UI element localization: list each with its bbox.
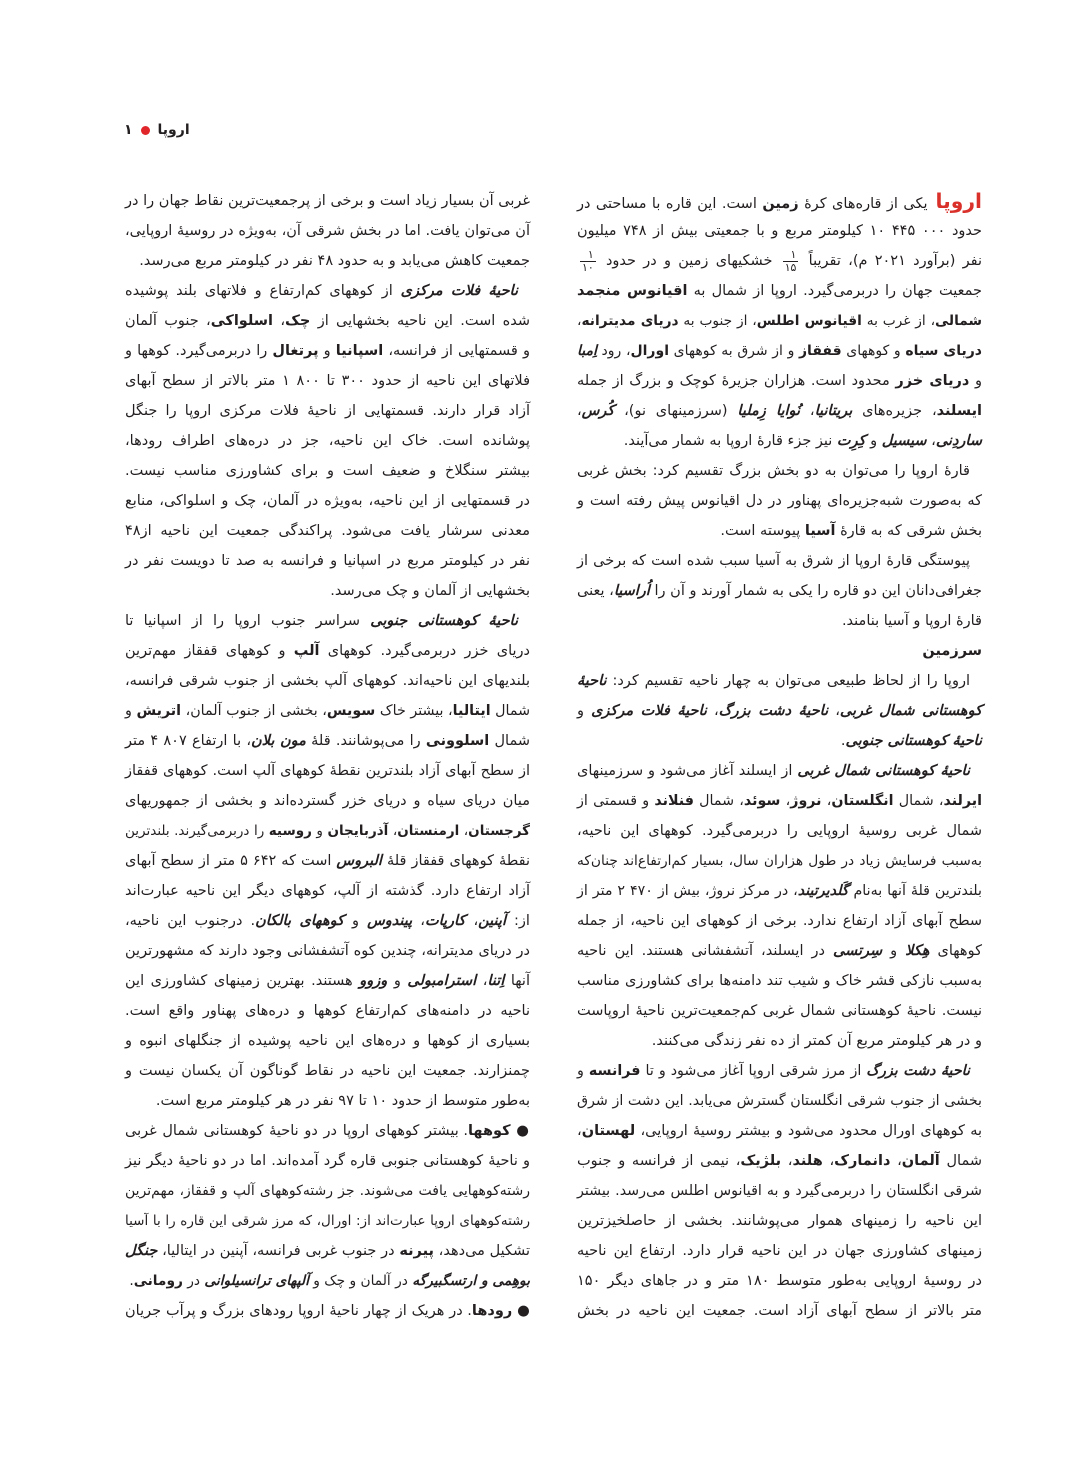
text-run: غربی آن بسیار زیاد است و برخی از پرجمعیت‌ترین نقاط جهان را در	[125, 193, 530, 209]
text-run: ،	[926, 433, 936, 449]
italic-term: بوهِمی و ارتسگبیرگه	[412, 1273, 530, 1289]
text-line	[577, 1176, 982, 1206]
text-run: جمعیت جهان را دربرمی‌گیرد. اروپا از شمال به	[687, 283, 983, 299]
text-run: ،	[822, 1153, 835, 1169]
text-run: زمینهای کشاورزی جهان در این ناحیه قرار دارد. ارتفاع این ناحیه	[577, 1243, 982, 1259]
text-run: معدنی سرشار یافت می‌شود. پراکندگی جمعیت این ناحیه از۴۸	[125, 523, 530, 539]
text-run: رشته‌کوههایی یافت می‌شوند. جز رشته‌کوههای آلپ و قفقاز، مهم‌ترین	[125, 1183, 530, 1199]
bold-term: ایرلند	[943, 793, 982, 809]
bold-term: چک	[285, 313, 311, 329]
text-run: ، از غرب به	[861, 313, 936, 329]
text-run: ، جزیره‌های	[852, 403, 937, 419]
text-run: و	[882, 943, 906, 959]
text-run: ،	[821, 793, 832, 809]
text-run: بیشتر سنگلاخ و ضعیف است و برای کشاورزی مناسب نیست.	[125, 463, 530, 479]
text-run: و قسمتی از	[577, 793, 655, 809]
text-run: ،	[890, 1153, 902, 1169]
text-line	[577, 696, 982, 726]
bold-term: زمین	[762, 196, 799, 212]
bold-term: اقیانوس منجمد	[577, 283, 688, 299]
italic-term: ناحیهٔ	[577, 673, 607, 689]
bold-term: آذربایجان	[327, 823, 389, 839]
bold-term: فنلاند	[654, 793, 694, 809]
text-line	[577, 816, 982, 846]
text-run: نیست. ناحیهٔ کوهستانی شمال غربی کم‌جمعیت‌ترین ناحیهٔ اروپاست	[577, 1003, 982, 1019]
text-run: شده است. این ناحیه بخشهایی از	[310, 313, 530, 329]
text-line	[577, 456, 982, 486]
text-line	[125, 186, 530, 216]
text-run: به‌طور متوسط از حدود ۱۰ تا ۹۷ نفر در هر کیلومتر مربع است.	[155, 1093, 530, 1109]
text-run: بخشهایی از آلمان و چک می‌رسد.	[330, 583, 530, 599]
text-run: از کوههای کم‌ارتفاع و فلاتهای بلند پوشیده	[125, 283, 401, 299]
bold-term: آسیا	[804, 523, 836, 539]
text-line	[577, 306, 982, 336]
italic-term: هِکلا	[905, 943, 930, 959]
italic-term: کوهستانی شمال غربی	[839, 703, 982, 719]
text-line	[577, 726, 982, 756]
text-run: آزاد قرار دارند. قسمتهایی از ناحیهٔ فلات مرکزی اروپا را جنگل	[125, 403, 530, 419]
italic-term: کِرِت	[836, 433, 866, 449]
text-line	[577, 1056, 982, 1086]
bold-term: روسیه	[268, 823, 312, 839]
bold-term: نروژ	[790, 793, 822, 809]
text-run: ،	[577, 1123, 582, 1139]
bold-term: گرجستان	[468, 823, 530, 839]
text-run: جغرافی‌دانان این دو قاره را یکی به شمار آورند و آن را	[649, 583, 982, 599]
text-line	[125, 1206, 530, 1236]
italic-term: آپنین	[478, 913, 506, 929]
text-run: بلندترین قلهٔ آنها به‌نام	[848, 883, 982, 899]
text-run: ، شمال	[893, 793, 944, 809]
text-run: و	[969, 373, 982, 389]
text-run: ، از جنوب به	[678, 313, 757, 329]
bold-term: سویس	[326, 703, 376, 719]
text-run: پوشانده است. خاک این ناحیه، جز در دره‌های اطراف رودها،	[125, 433, 530, 449]
text-run: در جنوب غربی فرانسه، آپنین در ایتالیا،	[157, 1243, 400, 1259]
text-run: و	[318, 343, 336, 359]
text-run: سراسر جنوب اروپا را از اسپانیا تا	[125, 613, 371, 629]
text-run: نفر (برآورد ۲۰۲۱ م)، تقریباً	[801, 253, 982, 269]
entry-heading: اروپا	[935, 189, 982, 213]
text-run: و	[387, 973, 408, 989]
text-line	[125, 966, 530, 996]
text-run: و	[125, 703, 137, 719]
bold-term: لهستان	[581, 1123, 636, 1139]
text-run: ،	[412, 913, 425, 929]
text-line	[577, 1116, 982, 1146]
text-line	[577, 486, 982, 516]
bold-term: دانمارک	[834, 1153, 891, 1169]
text-run: قارهٔ اروپا را می‌توان به دو بخش بزرگ تقسیم کرد: بخش غربی	[577, 463, 970, 479]
text-run: . در هریک از چهار ناحیهٔ اروپا رودهای بزرگ و پرآب جریان	[125, 1303, 472, 1319]
text-run: و کوههای	[841, 343, 906, 359]
text-run: را دربرمی‌گیرد. کوهها و	[125, 343, 273, 359]
italic-term: اِمبا	[577, 343, 597, 359]
text-line	[125, 1146, 530, 1176]
bold-term: فرانسه	[588, 1063, 641, 1079]
text-run: ، رود	[596, 343, 631, 359]
italic-term: اُراسیا	[613, 583, 650, 599]
text-run: پیوسته است.	[720, 523, 805, 539]
text-run: ،	[780, 793, 791, 809]
text-run: میان دریای سیاه و دریای خزر گسترده‌اند و بخشی از جمهوریهای	[125, 793, 530, 809]
bold-term: دریای مدیترانه	[581, 313, 679, 329]
text-line	[125, 1026, 530, 1056]
italic-term: پیندوس	[367, 913, 413, 929]
text-run: در آلمان و چک و	[308, 1273, 413, 1289]
fraction-numerator: ۱	[580, 249, 596, 262]
text-line	[125, 516, 530, 546]
text-run: ، با ارتفاع ⁦۴ ۸۰۷⁩ متر	[125, 733, 252, 749]
text-run: شمال	[489, 733, 530, 749]
text-run: و	[344, 913, 368, 929]
text-run: که به‌صورت شبه‌جزیره‌ای پهناور در دل اقیانوس پیش رفته است و	[577, 493, 982, 509]
bullet-icon	[141, 126, 150, 135]
text-line	[577, 906, 982, 936]
italic-term: استرامبولی	[407, 973, 477, 989]
bold-term: رودها	[471, 1303, 513, 1319]
text-run: است که ⁦۵ ۶۴۲⁩ متر از سطح آبهای	[125, 853, 337, 869]
bold-term: انگلستان	[831, 793, 894, 809]
text-run: پیوستگی قارهٔ اروپا از شرق به آسیا سبب شده است که برخی از	[577, 553, 970, 569]
text-line	[125, 666, 530, 696]
bold-term: آلمان	[901, 1153, 940, 1169]
text-line	[125, 456, 530, 486]
section-heading	[577, 636, 982, 666]
italic-term: کوههای بالکان	[255, 913, 344, 929]
bold-term: دریای خزر	[895, 373, 970, 389]
text-run: نقطهٔ کوههای قفقاز قلهٔ	[381, 853, 531, 869]
text-line	[577, 276, 982, 306]
text-run: ،	[706, 703, 719, 719]
text-line	[125, 876, 530, 906]
text-line	[125, 276, 530, 306]
text-line	[125, 306, 530, 336]
text-run: سطح آبهای آزاد ارتفاع ندارد. برخی از کوههای این ناحیه، از جمله	[577, 913, 982, 929]
text-run: کوههای	[929, 943, 982, 959]
italic-term: سیسیل	[881, 433, 927, 449]
italic-term: ناحیهٔ کوهستانی جنوبی	[845, 733, 982, 749]
bold-term: اسلواکی	[210, 313, 274, 329]
text-line	[577, 786, 982, 816]
text-run: ناحیه در دامنه‌های کم‌ارتفاع کوهها و دره‌های پهناور واقع است.	[125, 1003, 530, 1019]
text-run: و	[865, 433, 882, 449]
text-run: و	[577, 703, 592, 719]
text-run: ، بیشتر خاک	[375, 703, 453, 719]
text-line	[577, 1266, 982, 1296]
text-run: ،	[465, 913, 479, 929]
italic-term: نُوایا زِملیا	[737, 403, 801, 419]
text-run: تشکیل می‌دهد،	[433, 1243, 530, 1259]
text-run: شمال غربی روسیهٔ اروپایی را دربرمی‌گیرد. کوههای این ناحیه،	[577, 823, 982, 839]
text-line	[577, 846, 982, 876]
text-line	[125, 726, 530, 756]
text-run: جمعیت کاهش می‌یابد و به حدود ۴۸ نفر در کیلومتر مربع می‌رسد.	[139, 253, 530, 269]
text-run: را می‌پوشانند. قلهٔ	[305, 733, 426, 749]
text-line	[125, 336, 530, 366]
text-line	[125, 1116, 530, 1146]
text-run: است. این قاره با مساحتی در	[577, 196, 763, 212]
text-line	[125, 996, 530, 1026]
text-run: ،	[781, 1153, 793, 1169]
text-run: رشته‌کوههای اروپا عبارت‌اند از: اورال، که مرز شرقی این قاره را با آسیا	[125, 1213, 530, 1229]
text-run: نیز جزء قارهٔ اروپا به شمار می‌آیند.	[623, 433, 837, 449]
text-line	[125, 786, 530, 816]
bold-term: قفقاز	[799, 343, 842, 359]
text-run: .	[840, 733, 846, 749]
text-line	[125, 1056, 530, 1086]
text-line	[125, 546, 530, 576]
text-line	[125, 576, 530, 606]
bold-term: اسلوونی	[425, 733, 490, 749]
text-line	[577, 336, 982, 366]
text-line	[125, 846, 530, 876]
bold-term: دریای سیاه	[905, 343, 982, 359]
text-run: ، یعنی	[577, 583, 614, 599]
italic-term: ناحیهٔ دشت بزرگ	[866, 1063, 970, 1079]
text-run: ،	[800, 403, 815, 419]
text-line	[577, 1086, 982, 1116]
bold-term: اتریش	[136, 703, 182, 719]
text-line	[125, 906, 530, 936]
bold-term: هلند	[792, 1153, 823, 1169]
bold-term: کوهها	[467, 1123, 511, 1139]
text-run: ،	[577, 403, 582, 419]
text-run: ●	[510, 1123, 530, 1139]
text-run: و	[311, 823, 328, 839]
text-run: شمال	[939, 1153, 982, 1169]
text-run: ،	[828, 703, 840, 719]
bold-term: ایسلند	[936, 403, 983, 419]
text-run: این ناحیه را زمینهای هموار می‌پوشانند. بخشی از حاصلخیزترین	[577, 1213, 982, 1229]
text-line	[125, 1236, 530, 1266]
text-line	[125, 606, 530, 636]
text-line	[125, 816, 530, 846]
text-line	[577, 186, 982, 216]
bold-term: اورال	[630, 343, 669, 359]
bold-term: پرتغال	[272, 343, 319, 359]
text-line	[577, 1206, 982, 1236]
bold-term: بلژیک	[740, 1153, 782, 1169]
text-line	[125, 426, 530, 456]
text-run: ، نیمی از فرانسه و جنوب	[577, 1153, 741, 1169]
bold-term: پیرنه	[399, 1243, 434, 1259]
text-run: شرقی انگلستان را دربرمی‌گیرد و به اقیانوس اطلس می‌رسد. بیشتر	[577, 1183, 982, 1199]
text-run: چمنزارند. جمعیت این ناحیه در نقاط گوناگون آن یکسان نیست و	[125, 1063, 530, 1079]
text-run: بخش شرقی که به قارهٔ	[835, 523, 982, 539]
text-line	[577, 1296, 982, 1326]
text-run: در دریای مدیترانه، چندین کوه آتشفشانی وجود دارند که مشهورترین	[125, 943, 530, 959]
left-column	[125, 186, 530, 1326]
text-line	[577, 516, 982, 546]
text-line	[577, 576, 982, 606]
text-run: قارهٔ اروپا و آسیا بنامند.	[841, 613, 982, 629]
text-run: از:	[505, 913, 530, 929]
text-run: بلندیهای این ناحیه‌اند. کوههای آلپ بخشی از جنوب شرقی فرانسه،	[125, 673, 530, 689]
italic-term: بریتانیا	[814, 403, 853, 419]
text-run: . درجنوب این ناحیه،	[125, 913, 256, 929]
text-run: و	[577, 1063, 589, 1079]
italic-term: وزوو	[359, 973, 388, 989]
text-run: آن می‌توان یافت. اما در بخش شرقی آن، به‌ویژه در روسیهٔ اروپایی،	[125, 223, 530, 239]
fraction-numerator: ۱	[783, 249, 799, 262]
text-run: حدود ⁦۱۰ ۴۴۵ ۰۰۰⁩ کیلومتر مربع و با جمعیتی بیش از ۷۴۸ میلیون	[577, 223, 982, 239]
page-number: ۱	[124, 122, 133, 138]
text-run: از سطح آبهای آزاد بلندترین نقطهٔ کوههای آلپ است. کوههای قفقاز	[125, 763, 530, 779]
text-line	[577, 366, 982, 396]
text-line	[125, 1176, 530, 1206]
text-run: (سرزمینهای نو)،	[614, 403, 738, 419]
bold-term: ایتالیا	[452, 703, 491, 719]
text-line	[125, 366, 530, 396]
text-run: به‌سبب نازکی قشر خاک و شیب تند دامنه‌ها برای کشاورزی مناسب	[577, 973, 982, 989]
text-run: ، بخشی از جنوب آلمان،	[181, 703, 327, 719]
text-line	[125, 246, 530, 276]
italic-term: ناحیهٔ فلات مرکزی	[400, 283, 518, 299]
text-line	[577, 996, 982, 1026]
bold-term: شمالی	[935, 313, 982, 329]
text-run: ●	[512, 1303, 530, 1319]
text-run: ،	[476, 973, 488, 989]
fraction-denominator: ۱۰	[582, 260, 594, 274]
text-line	[125, 486, 530, 516]
italic-term: ناحیهٔ دشت بزرگ	[718, 703, 829, 719]
text-run: در قسمتهایی از این ناحیه، به‌ویژه در آلمان، چک و اسلواکی، منابع	[125, 493, 530, 509]
text-line	[125, 636, 530, 666]
text-line	[125, 1266, 530, 1296]
text-run: هستند. بهترین زمینهای کشاورزی این	[125, 973, 360, 989]
text-run: ، جنوب آلمان	[125, 313, 211, 329]
text-run: محدود است. هزاران جزیرهٔ کوچک و بزرگ از جمله	[577, 373, 896, 389]
text-run: ،	[388, 823, 398, 839]
text-run: یکی از قاره‌های کرهٔ	[798, 196, 928, 212]
bold-term: اسپانیا	[335, 343, 384, 359]
text-line	[577, 396, 982, 426]
text-run: ، شمال	[693, 793, 744, 809]
bold-term: رومانی	[133, 1273, 183, 1289]
text-run: نفر در کیلومتر مربع در اسپانیا و فرانسه به صد تا دویست نفر در	[125, 553, 530, 569]
text-line	[577, 546, 982, 576]
text-run: متر بالاتر از سطح آبهای آزاد است. جمعیت این ناحیه در بخش	[577, 1303, 982, 1319]
text-run: ،	[459, 823, 469, 839]
fraction	[783, 249, 799, 274]
italic-term: ناحیهٔ فلات مرکزی	[591, 703, 707, 719]
italic-term: ناحیهٔ کوهستانی شمال غربی	[797, 763, 970, 779]
text-run: شمال	[490, 703, 531, 719]
text-run: ،	[577, 313, 582, 329]
italic-term: اِتنا	[487, 973, 505, 989]
text-line	[125, 936, 530, 966]
fraction-denominator: ۱۵	[784, 260, 797, 274]
text-run: ،	[273, 313, 286, 329]
text-run: و در هر کیلومتر مربع آن کمتر از ده نفر زندگی می‌کنند.	[651, 1033, 982, 1049]
italic-term: کارپات	[424, 913, 466, 929]
text-run: در	[182, 1273, 205, 1289]
text-line	[577, 876, 982, 906]
text-run: و قسمتهایی از فرانسه،	[383, 343, 530, 359]
text-line	[125, 396, 530, 426]
text-run: به‌سبب فرسایش زیاد در طول هزاران سال، بسیار کم‌ارتفاع‌اند چنان‌که	[577, 853, 982, 869]
text-run: فلاتهای این ناحیه از حدود ۳۰۰ تا ⁦۱ ۸۰۰⁩ متر بالاتر از سطح آبهای	[125, 373, 530, 389]
text-run: اروپا را از لحاظ طبیعی می‌توان به چهار ناحیه تقسیم کرد:	[606, 673, 970, 689]
text-line	[577, 1026, 982, 1056]
italic-term: سِرتسی	[832, 943, 883, 959]
text-run: آنها	[504, 973, 530, 989]
text-run: در روسیهٔ اروپایی به‌طور متوسط ۱۸۰ متر و در جاهای دیگر ۱۵۰	[577, 1273, 982, 1289]
text-line	[577, 1236, 982, 1266]
right-column	[577, 186, 982, 1326]
text-run: سرزمین	[922, 643, 982, 659]
italic-term: کُرس	[581, 403, 615, 419]
text-run: آزاد ارتفاع دارد. گذشته از آلپ، کوههای دیگر این ناحیه عبارت‌اند	[125, 883, 530, 899]
fraction	[580, 249, 596, 274]
text-run: و از شرق به کوههای	[669, 343, 799, 359]
text-run: از ایسلند آغاز می‌شود و سرزمینهای	[577, 763, 798, 779]
italic-term: گَلدیرتیند	[797, 883, 849, 899]
text-run: .	[129, 1273, 134, 1289]
text-line	[577, 606, 982, 636]
text-run: و کوههای قفقاز مهم‌ترین	[125, 643, 294, 659]
text-line	[577, 666, 982, 696]
text-line	[577, 936, 982, 966]
bold-term: اقیانوس اطلس	[756, 313, 862, 329]
bold-term: ارمنستان	[397, 823, 460, 839]
running-head	[124, 122, 190, 138]
italic-term: مون بلان	[251, 733, 306, 749]
italic-term: ساردِنی	[935, 433, 982, 449]
text-line	[577, 1146, 982, 1176]
text-line	[125, 1296, 530, 1326]
running-head-title: اروپا	[157, 122, 190, 138]
italic-term: ناحیهٔ کوهستانی جنوبی	[370, 613, 519, 629]
text-line	[125, 216, 530, 246]
text-line	[125, 1086, 530, 1116]
italic-term: البروس	[336, 853, 382, 869]
text-run: از مرز شرقی اروپا آغاز می‌شود و تا	[640, 1063, 867, 1079]
text-line	[577, 966, 982, 996]
text-run: و ناحیهٔ کوهستانی جنوبی قاره گرد آمده‌اند. اما در دو ناحیهٔ دیگر نیز	[125, 1153, 530, 1169]
text-line	[125, 696, 530, 726]
text-line	[577, 426, 982, 456]
text-line	[577, 246, 982, 276]
text-run: در ایسلند، آتشفشانی هستند. این ناحیه	[577, 943, 833, 959]
text-run: بسیاری از کوهها و دره‌های این ناحیه پوشیده از جنگلهای انبوه و	[125, 1033, 530, 1049]
italic-term: آلپهای ترانسیلوانی	[204, 1273, 309, 1289]
text-run: را دربرمی‌گیرند. بلندترین	[125, 823, 269, 839]
text-run: خشکیهای زمین و در حدود	[598, 253, 780, 269]
text-run: ، در مرکز نروژ، بیش از ⁦۲ ۴۷۰⁩ متر از	[577, 883, 798, 899]
text-run: به کوههای اورال محدود می‌شود و بیشتر روسیهٔ اروپایی،	[635, 1123, 982, 1139]
italic-term: جنگل	[125, 1243, 158, 1259]
text-run: دریای خزر دربرمی‌گیرد. کوههای	[319, 643, 530, 659]
text-run: . بیشتر کوههای اروپا در دو ناحیهٔ کوهستانی شمال غربی	[125, 1123, 468, 1139]
bold-term: آلپ	[293, 643, 320, 659]
text-run: بخشی از جنوب شرقی انگلستان گسترش می‌یابد. این دشت از شرق	[577, 1093, 982, 1109]
text-line	[577, 216, 982, 246]
text-line	[125, 756, 530, 786]
text-line	[577, 756, 982, 786]
bold-term: سوئد	[743, 793, 781, 809]
